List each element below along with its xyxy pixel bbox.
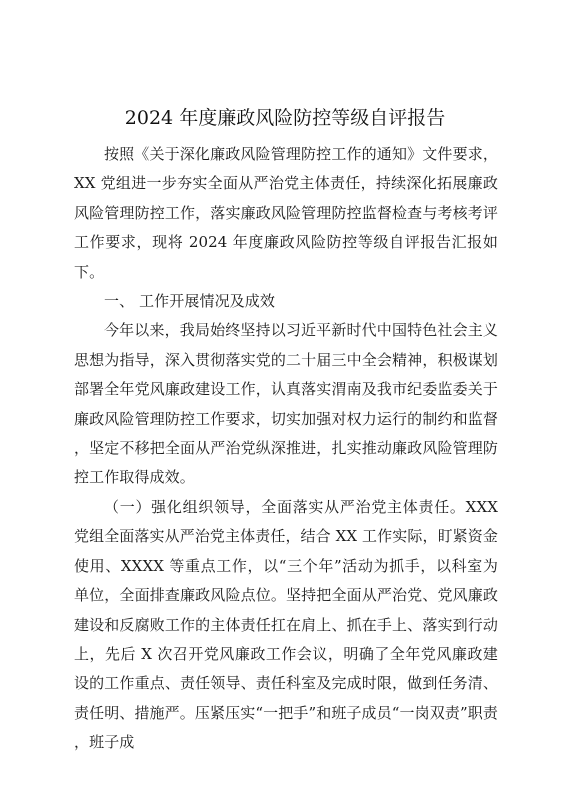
section-paragraph: 今年以来，我局始终坚持以习近平新时代中国特色社会主义思想为指导，深入贯彻落实党的二十届三中全会精神，积极谋划部署全年党风廉政建设工作，认真落实渭南及我市纪委监委关于廉政风险管理防控工作要求，切实加强对权力运行的制约和监督，坚定不移把全面从严治党纵深推进，扎实推动廉政风险管理防控工作取得成效。 [74,321,498,487]
document-title: 2024 年度廉政风险防控等级自评报告 [124,107,446,129]
section-heading: 一、 工作开展情况及成效 [104,292,275,311]
intro-paragraph: 按照《关于深化廉政风险管理防控工作的通知》文件要求，XX 党组进一步夯实全面从严治党主体责任，持续深化拓展廉政风险管理防控工作，落实廉政风险管理防控监督检查与考核考评工作要求，现将 2024 年度廉政风险防控等级自评报告汇报如下。 [74,145,498,281]
document-body [74,140,498,758]
subsection-paragraph: （一）强化组织领导，全面落实从严治党主体责任。XXX 党组全面落实从严治党主体责任，结合 XX 工作实际，盯紧资金使用、XXXX 等重点工作，以“三个年”活动为抓手，以科室为单位，全面排查廉政风险点位。坚持把全面从严治党、党风廉政建设和反腐败工作的主体责任扛在肩上、抓在手上、落实到行动上，先后 X 次召开党风廉政工作会议，明确了全年党风廉政建设的工作重点、责任领导、责任科室及完成时限，做到任务清、责任明、措施严。压紧压实“一把手”和班子成员“一岗双责”职责，班子成 [74,497,498,752]
